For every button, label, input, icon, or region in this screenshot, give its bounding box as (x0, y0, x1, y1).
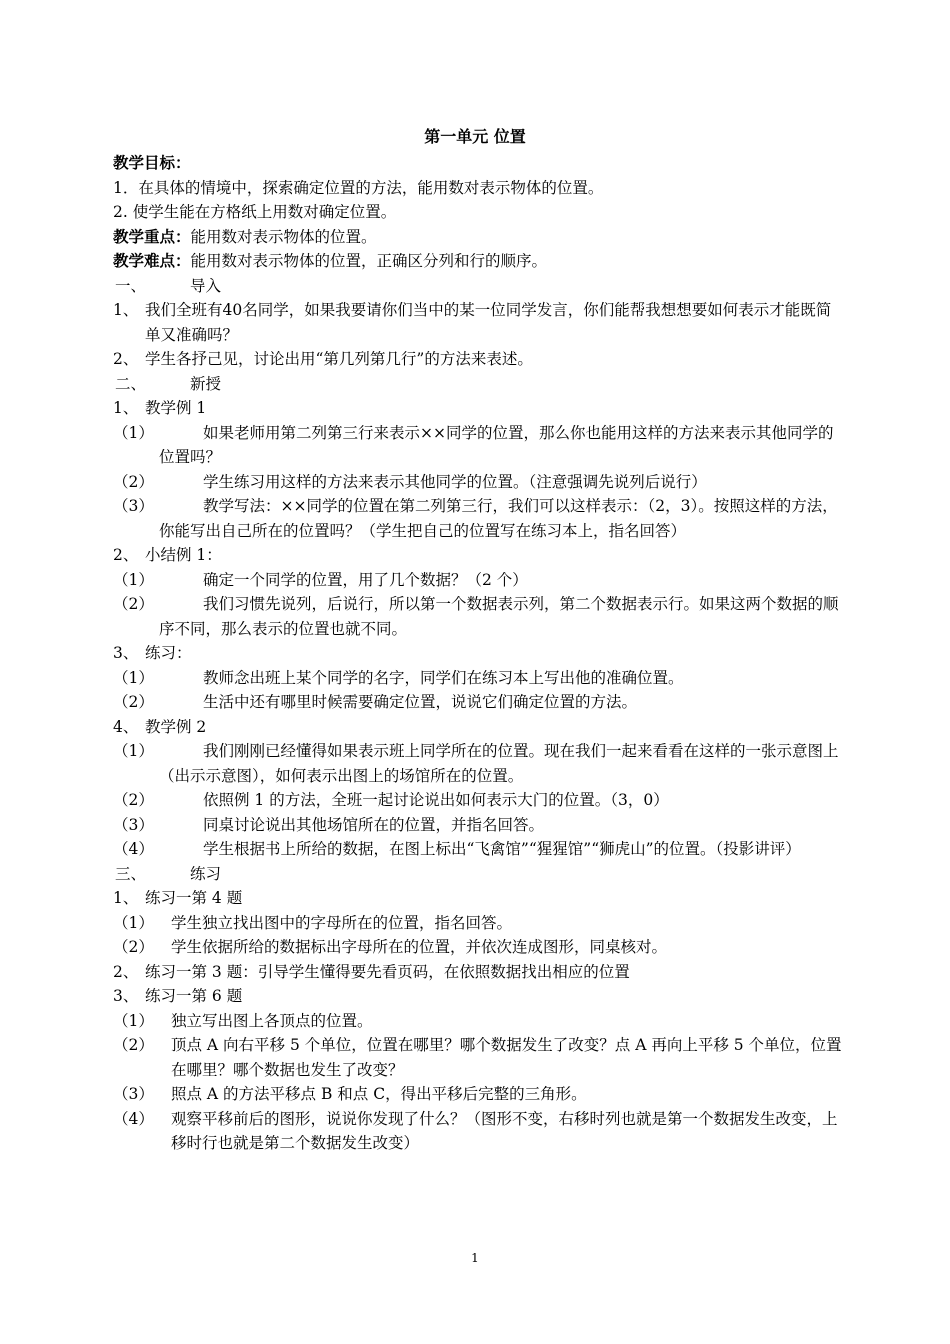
practice-substep-text: 顶点 A 向右平移 5 个单位，位置在哪里？哪个数据发生了改变？点 A 再向上平移 5 个单位，位置在哪里？哪个数据也发生了改变？ (171, 1036, 842, 1079)
lesson-substep (113, 813, 843, 838)
practice-step (113, 960, 843, 985)
lesson-substep-text: 依照例 1 的方法，全班一起讨论说出如何表示大门的位置。（3，0） (203, 791, 669, 809)
lesson-substep (113, 421, 843, 470)
lesson-substep-number: （2） (113, 791, 154, 809)
lesson-substep (113, 592, 843, 641)
lesson-substep-text: 学生练习用这样的方法来表示其他同学的位置。（注意强调先说列后说行） (203, 472, 707, 491)
section-new-lesson-number: 二、 (115, 374, 147, 393)
section-intro-title: 导入 (190, 276, 222, 295)
lesson-substep-number: （3） (113, 815, 154, 834)
section-new-lesson-title: 新授 (190, 374, 222, 393)
lesson-step-title: 小结例 1： (145, 546, 222, 564)
section-intro-number: 一、 (115, 276, 147, 295)
practice-substep-number: （1） (113, 913, 154, 932)
lesson-substep-text: 教师念出班上某个同学的名字，同学们在练习本上写出他的准确位置。 (203, 668, 684, 687)
document-body (113, 151, 843, 1156)
section-practice-number: 三、 (115, 864, 147, 883)
lesson-sections (113, 274, 843, 1156)
lesson-substep (113, 568, 843, 593)
practice-step-title: 练习一第 3 题：引导学生懂得要先看页码，在依照数据找出相应的位置 (145, 962, 630, 981)
practice-substep-text: 学生依据所给的数据标出字母所在的位置，并依次连成图形，同桌核对。 (171, 938, 668, 956)
practice-substep (113, 1033, 843, 1082)
intro-item (113, 347, 843, 372)
lesson-step-number: 2、 (113, 546, 139, 564)
intro-item (113, 298, 843, 347)
practice-substep-number: （1） (113, 1011, 154, 1030)
practice-step (113, 886, 843, 911)
lesson-substep-text: 同桌讨论说出其他场馆所在的位置，并指名回答。 (203, 815, 545, 834)
key-point-label: 教学重点： (113, 226, 191, 246)
lesson-step-number: 1、 (113, 399, 139, 417)
lesson-step-number: 4、 (113, 717, 139, 736)
lesson-step (113, 396, 843, 421)
practice-substep-text: 独立写出图上各顶点的位置。 (171, 1011, 373, 1030)
intro-item-text: 学生各抒己见，讨论出用“第几列第几行”的方法来表述。 (145, 350, 533, 368)
practice-substep-text: 观察平移前后的图形，说说你发现了什么？（图形不变，右移时列也就是第一个数据发生改变，上移时行也就是第二个数据发生改变） (171, 1109, 838, 1152)
section-practice-title: 练习 (190, 864, 222, 883)
lesson-substep-number: （1） (113, 570, 154, 589)
practice-step-title: 练习一第 6 题 (145, 987, 243, 1005)
lesson-step-number: 3、 (113, 644, 139, 662)
lesson-substep-text: 我们习惯先说列，后说行，所以第一个数据表示列，第二个数据表示行。如果这两个数据的顺序不同，那么表示的位置也就不同。 (159, 595, 839, 638)
objective-2: 2. 使学生能在方格纸上用数对确定位置。 (113, 203, 397, 221)
practice-substep-text: 学生独立找出图中的字母所在的位置，指名回答。 (171, 913, 513, 932)
lesson-substep-number: （1） (113, 423, 154, 442)
page-number: 1 (471, 1251, 479, 1265)
practice-step-title: 练习一第 4 题 (145, 889, 243, 907)
lesson-step-title: 教学例 2 (145, 717, 207, 736)
practice-substep-text: 照点 A 的方法平移点 B 和点 C，得出平移后完整的三角形。 (171, 1085, 587, 1103)
lesson-substep (113, 788, 843, 813)
lesson-substep-number: （2） (113, 472, 154, 491)
lesson-step-title: 练习： (145, 644, 192, 662)
section-practice (113, 862, 843, 887)
difficult-label: 教学难点： (113, 251, 191, 270)
practice-substep-number: （3） (113, 1085, 154, 1103)
intro-item-number: 1、 (113, 301, 139, 319)
lesson-substep-text: 如果老师用第二列第三行来表示××同学的位置，那么你也能用这样的方法来表示其他同学的位置吗？ (159, 423, 834, 466)
practice-substep (113, 1082, 843, 1107)
practice-substep-number: （4） (113, 1109, 154, 1128)
practice-substep (113, 1107, 843, 1156)
lesson-substep-number: （1） (113, 668, 154, 687)
lesson-step-title: 教学例 1 (145, 399, 207, 417)
section-intro (113, 274, 843, 299)
lesson-substep (113, 690, 843, 715)
objectives-heading: 教学目标： (113, 153, 191, 172)
practice-substep-number: （2） (113, 1036, 154, 1054)
difficult-point (113, 249, 843, 274)
lesson-step (113, 641, 843, 666)
intro-item-number: 2、 (113, 350, 139, 368)
intro-item-text: 我们全班有40名同学，如果我要请你们当中的某一位同学发言，你们能帮我想想要如何表示才能既简单又准确吗？ (145, 301, 832, 344)
lesson-substep-text: 教学写法：××同学的位置在第二列第三行，我们可以这样表示：（2，3）。按照这样的方法，你能写出自己所在的位置吗？（学生把自己的位置写在练习本上，指名回答） (159, 497, 838, 540)
lesson-substep (113, 470, 843, 495)
page-title: 第一单元 位置 (424, 127, 526, 146)
lesson-substep-text: 我们刚刚已经懂得如果表示班上同学所在的位置。现在我们一起来看看在这样的一张示意图上（出示示意图），如何表示出图上的场馆所在的位置。 (159, 742, 839, 785)
practice-step-number: 3、 (113, 987, 139, 1005)
key-point-text: 能用数对表示物体的位置。 (190, 227, 377, 246)
practice-step (113, 984, 843, 1009)
lesson-substep (113, 666, 843, 691)
section-new-lesson (113, 372, 843, 397)
lesson-step (113, 543, 843, 568)
lesson-substep-number: （2） (113, 693, 154, 711)
practice-substep-number: （2） (113, 938, 154, 956)
lesson-substep-text: 确定一个同学的位置，用了几个数据？（2 个） (203, 570, 528, 589)
lesson-substep (113, 494, 843, 543)
lesson-substep-number: （4） (113, 840, 154, 858)
practice-substep (113, 911, 843, 936)
objective-1: 1．在具体的情境中，探索确定位置的方法，能用数对表示物体的位置。 (113, 178, 604, 197)
lesson-substep-text: 学生根据书上所给的数据，在图上标出“飞禽馆”“猩猩馆”“狮虎山”的位置。（投影讲评） (203, 840, 801, 858)
lesson-substep-number: （3） (113, 497, 154, 515)
practice-substep (113, 935, 843, 960)
lesson-substep-number: （1） (113, 742, 154, 760)
practice-substep (113, 1009, 843, 1034)
lesson-step (113, 715, 843, 740)
difficult-text: 能用数对表示物体的位置，正确区分列和行的顺序。 (190, 252, 548, 270)
lesson-substep-text: 生活中还有哪里时候需要确定位置，说说它们确定位置的方法。 (203, 693, 638, 711)
key-point (113, 225, 843, 250)
lesson-substep (113, 739, 843, 788)
lesson-substep (113, 837, 843, 862)
practice-step-number: 2、 (113, 962, 139, 981)
practice-step-number: 1、 (113, 889, 139, 907)
lesson-substep-number: （2） (113, 595, 154, 613)
